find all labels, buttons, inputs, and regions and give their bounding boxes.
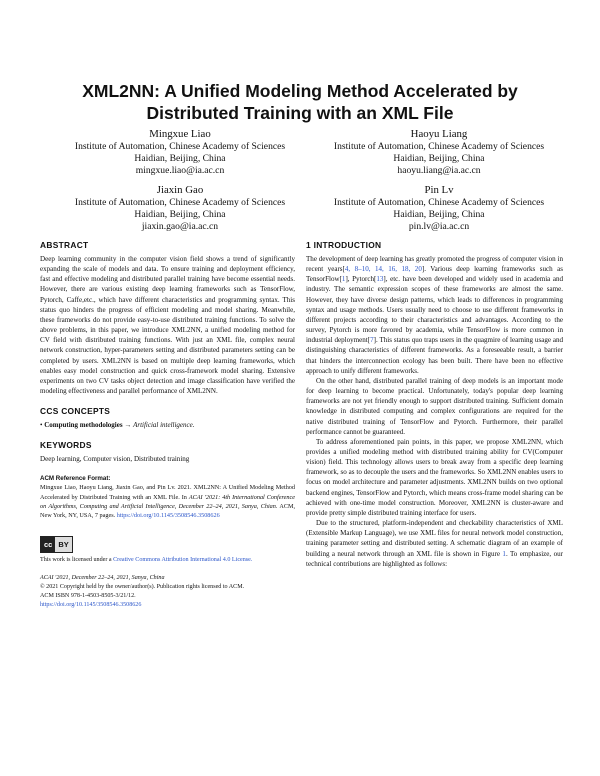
intro-paragraph-4 xyxy=(306,518,563,569)
intro-paragraph-1 xyxy=(306,254,563,376)
citation-link[interactable]: 7 xyxy=(370,336,374,345)
left-column xyxy=(40,240,295,610)
acm-reference-text xyxy=(40,483,295,520)
license-text xyxy=(40,556,295,565)
introduction-heading: 1 INTRODUCTION xyxy=(306,240,382,250)
author-location: Haidian, Beijing, China xyxy=(393,209,485,221)
author-location: Haidian, Beijing, China xyxy=(393,153,485,165)
arrow-glyph: → xyxy=(124,421,132,430)
text-run: ]. Various deep learning frameworks such as TensorFlow[ xyxy=(306,265,563,284)
text-run: ], Pytorch[ xyxy=(345,275,377,284)
author-block-1 xyxy=(40,127,320,178)
license-link[interactable]: Creative Commons Attribution International 4.0 License. xyxy=(113,557,253,564)
ccs-category: Computing methodologies xyxy=(44,421,123,430)
by-icon: BY xyxy=(55,537,71,552)
bullet: • xyxy=(40,421,43,430)
title-line-2: Distributed Training with an XML File xyxy=(146,103,454,123)
ref-part: Mingxue Liao, Haoyu Liang, Jiaxin Gao, and Pin Lv. 2021. XML2NN: A Unified Modeling Method Accelerated by Distributed Training with an XML File. In xyxy=(40,484,295,501)
author-block-4 xyxy=(299,183,579,234)
text-run: ], etc. have been developed and widely used in academia and industry. The semantic expression scopes of these frameworks are almost the same. However, they have diverse design patterns, which leads to differences in programming syntax and usage methods. Users usually need to choose to use different frameworks in different projects according to their characteristics and advantages. According to the survey, Pytorch is more favored by academia, while TensorFlow is more common in industrial deployment[ xyxy=(306,275,563,345)
copyright-block xyxy=(40,574,295,610)
keywords-heading: KEYWORDS xyxy=(40,440,92,451)
text-run: The development of deep learning has greatly promoted the progress of computer vision in recent years[ xyxy=(306,255,563,274)
author-location: Haidian, Beijing, China xyxy=(134,153,226,165)
author-name: Haoyu Liang xyxy=(410,128,468,140)
author-institution: Institute of Automation, Chinese Academy of Sciences xyxy=(333,197,545,208)
ccs-end: . xyxy=(192,421,195,430)
copyright-line: © 2021 Copyright held by the owner/author(s). Publication rights licensed to ACM. xyxy=(40,583,245,590)
license-prefix: This work is licensed under a xyxy=(40,557,114,564)
conference-line: ACAI '2021, December 22–24, 2021, Sanya, China xyxy=(40,575,165,582)
intro-paragraph-2: On the other hand, distributed parallel training of deep models is an important mode for deep learning to become practical. Unfortunately, today's popular deep learning frameworks are not yet friendly enough to support distributed training. Sufficient domain knowledge in distributed computing and complex configurations are required for the native distributed training of TensorFlow and Pytorch. Furthermore, their parallel performance cannot be guaranteed. xyxy=(306,376,563,436)
intro-paragraph-3: To address aforementioned pain points, in this paper, we propose XML2NN, which provides a unified modeling method with distributed training ability for CV(Computer vision) field. This technology allows users to break away from a specific deep learning framework, so as to decouple the users and the frameworks. So XML2NN enables users to focus on model architecture and parameter adjustments. XML2NN builds on two optional backend engines, TensorFlow and Pytorch, which means cross-frame model sharing can be achieved with one-time model construction. Moreover, XML2NN is cluster-aware and provide pretty simple distributed training interface for users. xyxy=(306,437,563,517)
author-block-3 xyxy=(40,183,320,234)
author-location: Haidian, Beijing, China xyxy=(134,209,226,221)
abstract-heading: ABSTRACT xyxy=(40,240,89,250)
author-email[interactable]: jiaxin.gao@ia.ac.cn xyxy=(141,221,219,233)
author-name: Mingxue Liao xyxy=(149,128,211,140)
cc-by-license-badge[interactable] xyxy=(40,536,73,553)
keywords-text: Deep learning, Computer vision, Distributed training xyxy=(40,455,190,464)
right-column xyxy=(306,240,563,569)
citation-link[interactable]: 1 xyxy=(341,275,346,284)
text-run: . To emphasize, our technical contributions are highlighted as follows: xyxy=(306,549,563,568)
citation-link[interactable]: 13 xyxy=(376,275,384,284)
author-institution: Institute of Automation, Chinese Academy of Sciences xyxy=(74,197,286,208)
citation-link[interactable]: 4, 8–10, 14, 16, 18, 20 xyxy=(344,265,422,274)
ref-venue: ACAI '2021: 4th International Conference on Algorithms, Computing and Artificial Intelligence, December 22–24, 2021, Sanya, Chian. xyxy=(40,493,296,510)
cc-icon: cc xyxy=(41,537,55,552)
isbn-line: ACM ISBN 978-1-4503-8505-3/21/12. xyxy=(40,592,136,599)
author-email[interactable]: haoyu.liang@ia.ac.cn xyxy=(397,165,481,177)
ccs-subcategory: Artificial intelligence xyxy=(133,421,193,430)
author-name: Pin Lv xyxy=(424,184,454,196)
text-run: ]. This status quo traps users in the quagmire of learning usage and distinguishing characteristics of different frameworks. As a foreseeable result, a barrier that hinders the interconnection ecology has been built. There have been no effective approach to unify different frameworks. xyxy=(306,336,563,375)
author-block-2 xyxy=(299,127,579,178)
text-run: Due to the structured, platform-independent and checkability characteristics of XML (Extensible Markup Language), we use XML files for neural network model construction, training parameter setting and distributed setting. A schematic diagram of an example of building a neural network through an XML file is shown in Figure xyxy=(306,519,563,558)
doi-link[interactable]: https://doi.org/10.1145/3508546.3508626 xyxy=(116,511,220,519)
ccs-concepts xyxy=(40,420,295,430)
author-email[interactable]: mingxue.liao@ia.ac.cn xyxy=(135,165,225,177)
abstract-text: Deep learning community in the computer vision field shows a trend of significantly expanding the scale of models and data. To ensure training and deployment efficiency, fast and effective modeling and distributed parallel training have become essential needs. However, there are various existing deep learning frameworks such as TensorFlow, Pytorch, Caffe,etc., which have different characteristics and programming syntax. This status quo hinders the progress of efficient modeling and model sharing. Meanwhile, these frameworks do not provide easy-to-use distributed training functions. To solve the above problems, in this paper, we introduce XML2NN, a unified modeling method for CV field with distributed training functions. With just an XML file, complex neural network construction, hyper-parameters setting and distributed parameters setting can be completed by users. XML2NN is based on multiple deep learning frameworks, which enables easy model construction and quick cross-framework model sharing. Extensive experiments on two CV tasks object detection and image classification have verified the modeling effectiveness and parallel performance of XML2NN. xyxy=(40,255,295,396)
paper-title xyxy=(40,80,560,124)
title-line-1: XML2NN: A Unified Modeling Method Accelerated by xyxy=(82,81,518,101)
author-email[interactable]: pin.lv@ia.ac.cn xyxy=(408,221,470,233)
ccs-heading: CCS CONCEPTS xyxy=(40,406,111,417)
author-name: Jiaxin Gao xyxy=(156,184,204,196)
acm-reference-heading: ACM Reference Format: xyxy=(40,475,111,483)
figure-link[interactable]: 1 xyxy=(502,549,506,558)
ref-part: ACM, New York, NY, USA, 7 pages. xyxy=(40,502,295,519)
footer-doi-link[interactable]: https://doi.org/10.1145/3508546.3508626 xyxy=(40,601,142,608)
author-institution: Institute of Automation, Chinese Academy of Sciences xyxy=(333,141,545,152)
author-institution: Institute of Automation, Chinese Academy of Sciences xyxy=(74,141,286,152)
